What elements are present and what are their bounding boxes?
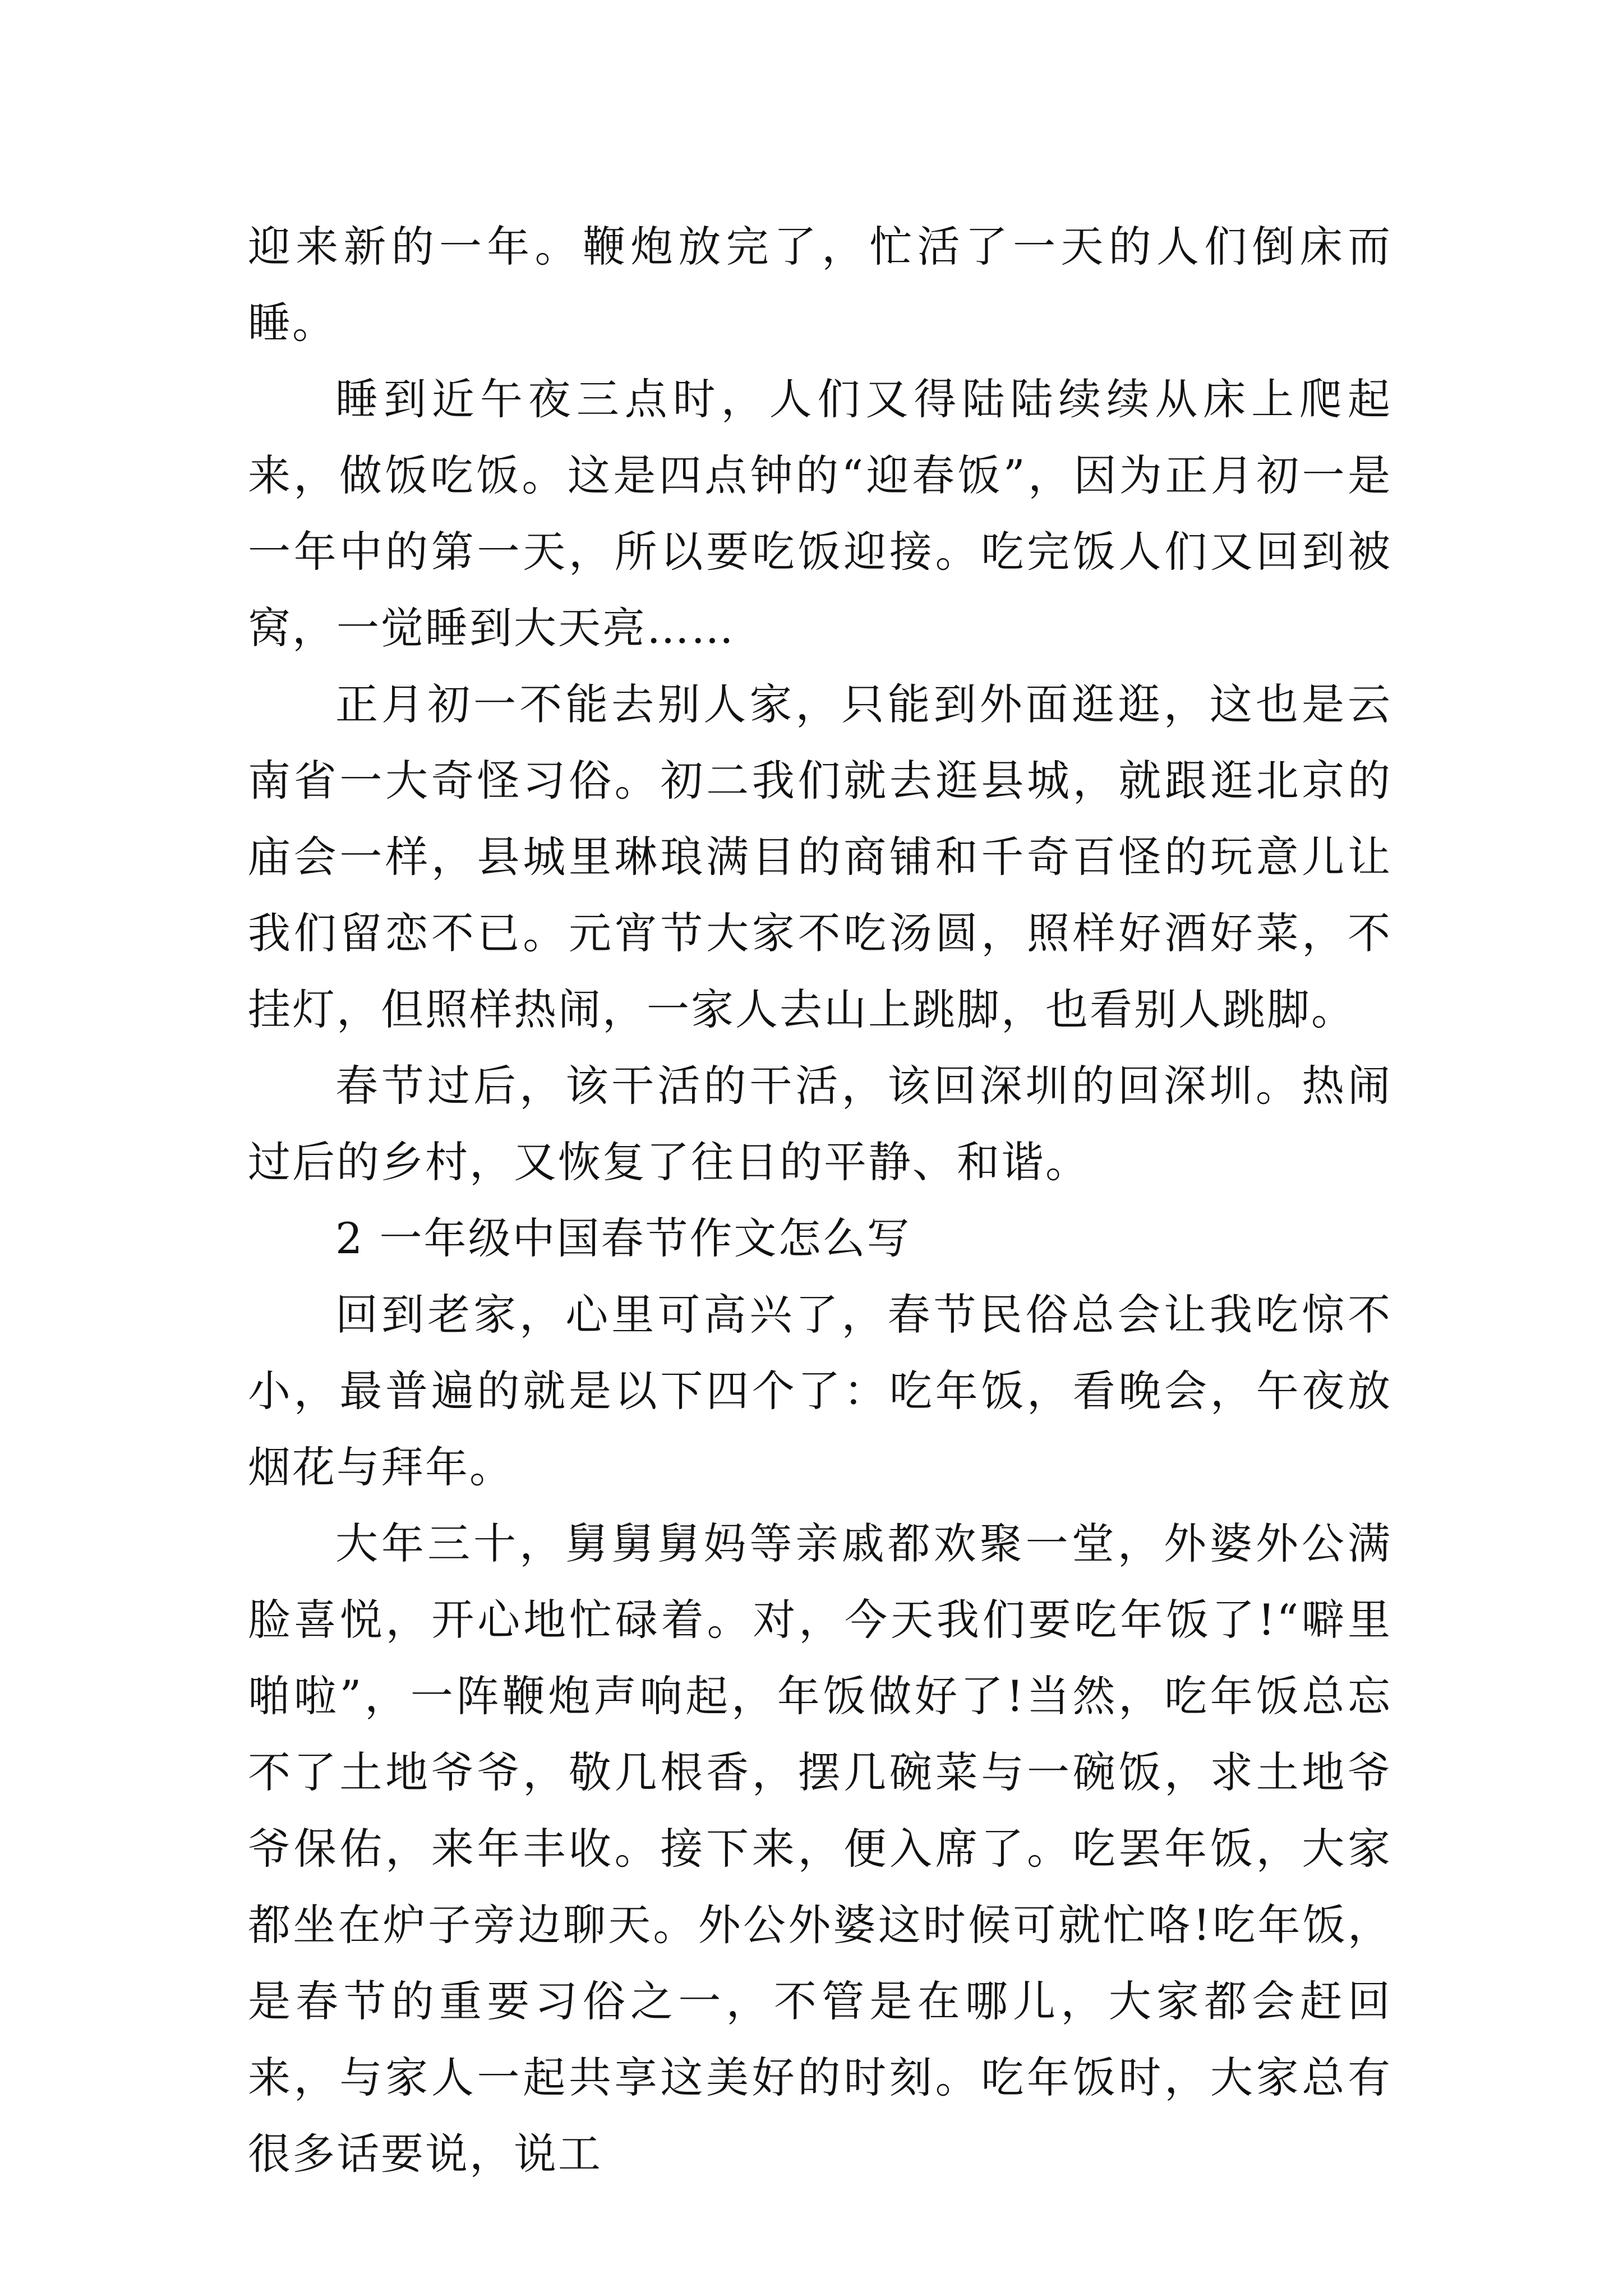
paragraph: 睡到近午夜三点时，人们又得陆陆续续从床上爬起来，做饭吃饭。这是四点钟的“迎春饭”，因为正月初一是一年中的第一天，所以要吃饭迎接。吃完饭人们又回到被窝，一觉睡到大天亮…… (248, 374, 1392, 653)
paragraph: 春节过后，该干活的干活，该回深圳的回深圳。热闹过后的乡村，又恢复了往日的平静、和谐。 (248, 1061, 1392, 1187)
paragraph: 大年三十，舅舅舅妈等亲戚都欢聚一堂，外婆外公满脸喜悦，开心地忙碌着。对，今天我们要吃年饭了!“噼里啪啦”，一阵鞭炮声响起，年饭做好了!当然，吃年饭总忘不了土地爷爷，敬几根香，摆几碗菜与一碗饭，求土地爷爷保佑，来年丰收。接下来，便入席了。吃罢年饭，大家都坐在炉子旁边聊天。外公外婆这时候可就忙咯!吃年饭，是春节的重要习俗之一，不管是在哪儿，大家都会赶回来，与家人一起共享这美好的时刻。吃年饭时，大家总有很多话要说，说工 (248, 1519, 1392, 2179)
document-page (248, 209, 1392, 2192)
section-heading: 2 一年级中国春节作文怎么写 (335, 1213, 911, 1263)
paragraph: 回到老家，心里可高兴了，春节民俗总会让我吃惊不小，最普遍的就是以下四个了：吃年饭，看晚会，午夜放烟花与拜年。 (248, 1290, 1392, 1492)
paragraph: 正月初一不能去别人家，只能到外面逛逛，这也是云南省一大奇怪习俗。初二我们就去逛县城，就跟逛北京的庙会一样，县城里琳琅满目的商铺和千奇百怪的玩意儿让我们留恋不已。元宵节大家不吃汤圆，照样好酒好菜，不挂灯，但照样热闹，一家人去山上跳脚，也看别人跳脚。 (248, 679, 1392, 1034)
paragraph: 迎来新的一年。鞭炮放完了，忙活了一天的人们倒床而睡。 (248, 222, 1392, 348)
